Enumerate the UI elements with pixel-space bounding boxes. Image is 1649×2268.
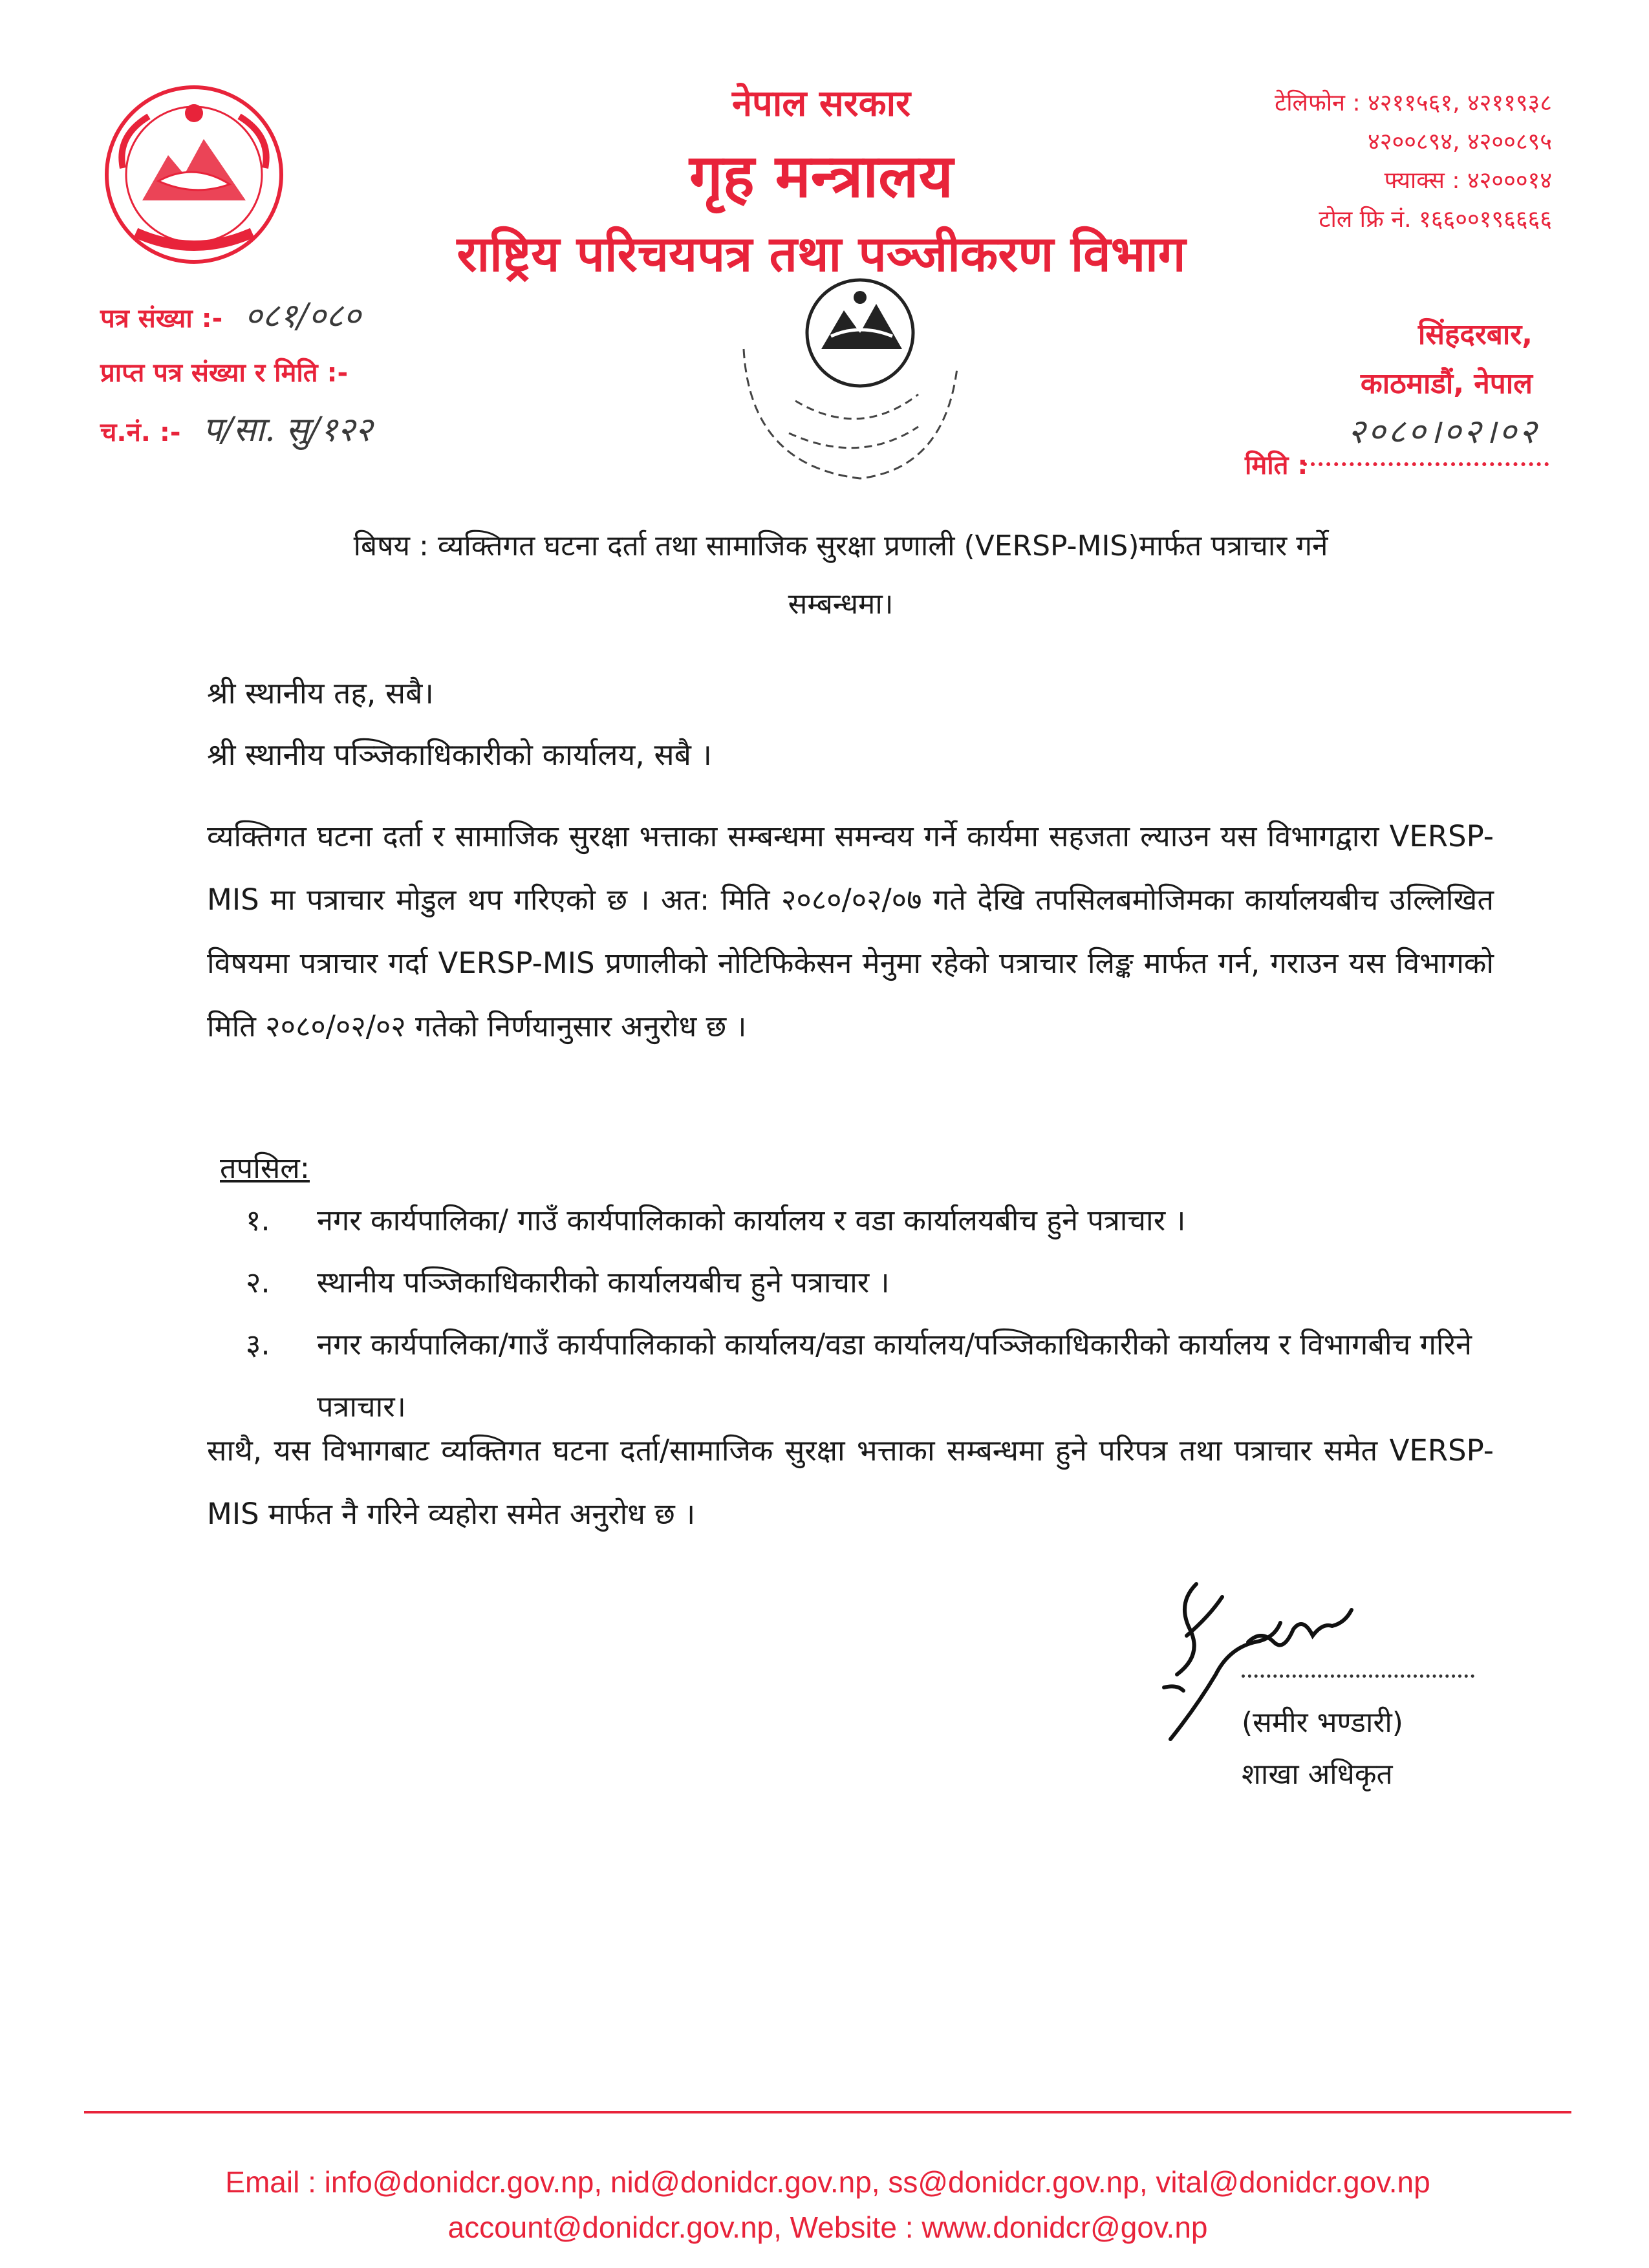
place-line-1: सिंहदरबार, <box>1417 318 1533 351</box>
nepal-emblem-logo <box>97 78 291 272</box>
footer-divider <box>84 2111 1571 2113</box>
dispatch-number-label: च.नं. :- <box>100 418 181 447</box>
received-letter-row <box>100 345 372 401</box>
tapsil-list <box>246 1190 1494 1438</box>
place-line-2: काठमाडौं, नेपाल <box>1360 367 1533 400</box>
subject-line-1: बिषय : व्यक्तिगत घटना दर्ता तथा सामाजिक सुरक्षा प्रणाली (VERSP-MIS)मार्फत पत्राचार गर्ने <box>353 530 1328 562</box>
list-item-number: २. <box>246 1265 270 1300</box>
tapsil-heading: तपसिल: <box>220 1151 310 1185</box>
date-dotted-line <box>1303 462 1549 466</box>
footer-email-line: Email : info@donidcr.gov.np, nid@donidcr.gov.np, ss@donidcr.gov.np, vital@donidcr.gov.np <box>225 2165 1430 2199</box>
contact-info <box>1190 84 1552 239</box>
department-name: राष्ट्रिय परिचयपत्र तथा पञ्जीकरण विभाग <box>457 225 1186 283</box>
list-item-number: ३. <box>246 1327 270 1362</box>
signature-dotted-line <box>1242 1674 1474 1678</box>
signatory-block <box>1242 1697 1403 1801</box>
telephone-line-1: टेलिफोन : ४२११५६१, ४२११९३८ <box>1275 90 1552 116</box>
footer-website-line: account@donidcr.gov.np, Website : www.donidcr@gov.np <box>447 2210 1208 2244</box>
subject <box>226 517 1455 634</box>
department-seal-stamp <box>698 272 970 504</box>
dispatch-number-value: प/सा. सु/१२२ <box>202 411 372 449</box>
fax-number: फ्याक्स : ४२०००१४ <box>1384 167 1552 194</box>
addressee-2: श्री स्थानीय पञ्जिकाधिकारीको कार्यालय, सबै । <box>207 737 712 772</box>
government-name: नेपाल सरकार <box>731 83 911 125</box>
signatory-name: (समीर भण्डारी) <box>1242 1706 1403 1739</box>
list-item-text: नगर कार्यपालिका/गाउँ कार्यपालिकाको कार्यालय/वडा कार्यालय/पञ्जिकाधिकारीको कार्यालय र विभागबीच गरिने पत्राचार। <box>317 1327 1472 1424</box>
body-paragraph-2: साथै, यस विभागबाट व्यक्तिगत घटना दर्ता/सामाजिक सुरक्षा भत्ताका सम्बन्धमा हुने परिपत्र तथा पत्राचार समेत VERSP-MIS मार्फत नै गरिने व्यहोरा समेत अनुरोध छ । <box>207 1433 1494 1531</box>
letter-number-row <box>100 288 372 345</box>
dispatch-number-row <box>100 401 372 458</box>
telephone-line-2: ४२००८९४, ४२००८९५ <box>1368 129 1552 155</box>
addressee-list <box>207 663 712 786</box>
tollfree-number: टोल फ्रि नं. १६६००१९६६६६ <box>1319 206 1552 233</box>
addressee-1: श्री स्थानीय तह, सबै। <box>207 676 434 711</box>
date-label: मिति : <box>1245 451 1308 480</box>
signatory-title: शाखा अधिकृत <box>1242 1758 1393 1791</box>
footer <box>84 2159 1571 2250</box>
list-item <box>246 1252 1494 1314</box>
subject-line-2: सम्बन्धमा। <box>788 588 894 621</box>
list-item-text: नगर कार्यपालिका/ गाउँ कार्यपालिकाको कार्यालय र वडा कार्यालयबीच हुने पत्राचार । <box>317 1203 1186 1237</box>
letter-date-value: २०८०।०२।०२ <box>1348 412 1539 451</box>
list-item-number: १. <box>246 1203 270 1237</box>
letter-number-label: पत्र संख्या :- <box>100 304 223 334</box>
letter-number-value: ०८१/०८० <box>244 297 361 336</box>
list-item <box>246 1190 1494 1252</box>
letterhead <box>336 78 1306 286</box>
list-item-text: स्थानीय पञ्जिकाधिकारीको कार्यालयबीच हुने पत्राचार । <box>317 1265 890 1300</box>
reference-block <box>100 288 372 458</box>
ministry-name: गृह मन्त्रालय <box>689 142 953 211</box>
body-paragraph-1: व्यक्तिगत घटना दर्ता र सामाजिक सुरक्षा भत्ताका सम्बन्धमा समन्वय गर्ने कार्यमा सहजता ल्याउन यस विभागद्वारा VERSP-MIS मा पत्राचार मोडुल थप गरिएको छ । अत: मिति २०८०/०२/०७ गते देखि तपसिलबमोजिमका कार्यालयबीच उल्लिखित विषयमा पत्राचार गर्दा VERSP-MIS प्रणालीको नोटिफिकेसन मेनुमा रहेको पत्राचार लिङ्क मार्फत गर्न, गराउन यस विभागको मिति २०८०/०२/०२ गतेको निर्णयानुसार अनुरोध छ । <box>207 819 1494 1043</box>
received-letter-label: प्राप्त पत्र संख्या र मिति :- <box>100 358 349 388</box>
place-block <box>1361 310 1533 409</box>
